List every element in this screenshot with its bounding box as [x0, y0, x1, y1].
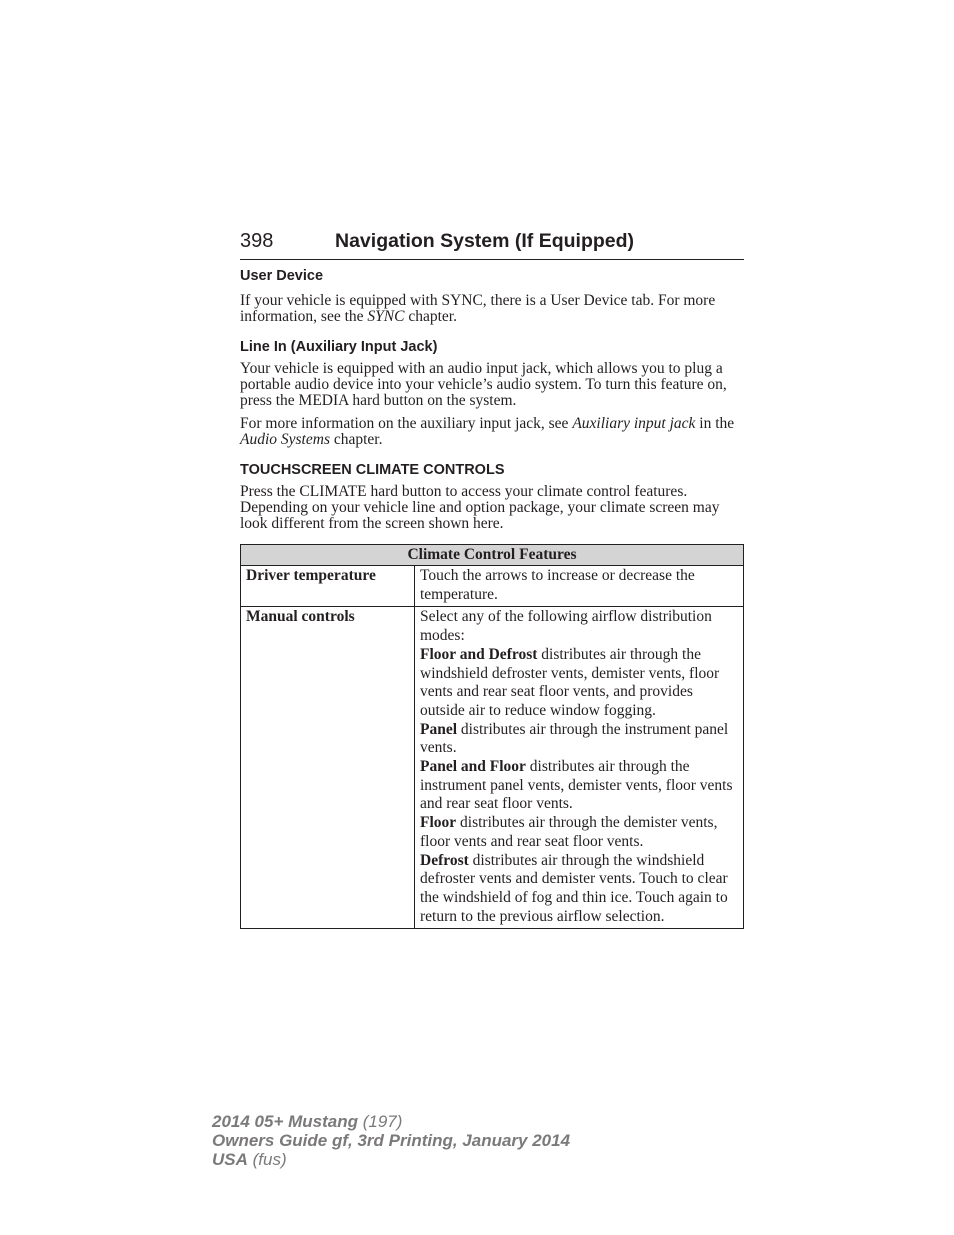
climate-paragraph: Press the CLIMATE hard button to access your climate control features. Depending on your vehicle line and option package, your climate screen may look different from the screen shown here.	[240, 483, 720, 532]
mode-floor	[420, 814, 738, 851]
user-device-heading: User Device	[240, 268, 324, 284]
line-in-text-a: For more information on the auxiliary input jack, see	[240, 415, 573, 432]
line-in-text-c: chapter.	[329, 431, 383, 448]
footer-line-3	[212, 1150, 570, 1169]
line-in-paragraph-2	[240, 416, 744, 448]
mode-text: distributes air through the windshield defroster vents and demister vents. Touch to clear the windshield of fog and thin ice. Touch again to return to the previous airflow selection.	[420, 851, 728, 925]
mode-text: distributes air through the demister vents, floor vents and rear seat floor vents.	[420, 814, 718, 850]
mode-panel	[420, 721, 738, 758]
mode-text: distributes air through the windshield defroster vents, demister vents, floor vents and rear seat floor vents, and provides outside air to reduce window fogging.	[420, 645, 720, 719]
footer-model: 2014 05+ Mustang	[212, 1112, 358, 1131]
feature-description: Touch the arrows to increase or decrease the temperature.	[415, 566, 744, 607]
user-device-text	[240, 293, 744, 325]
footer-market: USA	[212, 1150, 248, 1169]
user-device-text-b: chapter.	[404, 308, 457, 325]
user-device-text-a: If your vehicle is equipped with SYNC, there is a User Device tab. For more information, see the	[240, 292, 716, 325]
mode-text: distributes air through the instrument panel vents.	[420, 720, 729, 757]
chapter-title: Navigation System (If Equipped)	[335, 230, 635, 252]
mode-name: Defrost	[420, 851, 469, 869]
feature-description	[415, 607, 744, 929]
mode-text: distributes air through the instrument panel vents, demister vents, floor vents and rear seat floor vents.	[420, 758, 733, 813]
table-title: Climate Control Features	[241, 545, 744, 566]
table-row	[241, 566, 744, 607]
climate-features-table	[240, 544, 744, 929]
line-in-heading: Line In (Auxiliary Input Jack)	[240, 339, 438, 355]
mode-defrost	[420, 852, 738, 927]
mode-panel-and-floor	[420, 758, 738, 814]
line-in-paragraph-1: Your vehicle is equipped with an audio input jack, which allows you to plug a portable audio device into your vehicle’s audio system. To turn this feature on, press the MEDIA hard button on the system.	[240, 360, 727, 409]
feature-driver-temperature: Driver temperature	[241, 566, 415, 607]
mode-name: Panel	[420, 720, 458, 738]
auxiliary-input-jack-ref: Auxiliary input jack	[572, 415, 696, 432]
footer-model-code: (197)	[358, 1112, 403, 1131]
sync-chapter-ref: SYNC	[367, 308, 405, 325]
mode-name: Floor and Defrost	[420, 645, 538, 663]
page-header	[240, 228, 744, 260]
line-in-text-b: in the	[695, 415, 735, 432]
footer-guide-info: Owners Guide gf, 3rd Printing, January 2014	[212, 1131, 571, 1150]
mode-floor-and-defrost	[420, 646, 738, 721]
audio-systems-ref: Audio Systems	[240, 431, 330, 448]
mode-name: Floor	[420, 814, 457, 832]
mode-name: Panel and Floor	[420, 758, 526, 776]
footer-line-1	[212, 1112, 570, 1131]
footer-line-2	[212, 1131, 570, 1150]
manual-controls-intro: Select any of the following airflow distribution modes:	[420, 608, 712, 645]
footer-market-code: (fus)	[247, 1150, 287, 1169]
page-number: 398	[240, 230, 274, 252]
table-row	[241, 607, 744, 929]
feature-manual-controls: Manual controls	[241, 607, 415, 929]
climate-heading: TOUCHSCREEN CLIMATE CONTROLS	[240, 462, 505, 478]
page-content	[240, 266, 744, 929]
page-footer	[212, 1112, 570, 1169]
